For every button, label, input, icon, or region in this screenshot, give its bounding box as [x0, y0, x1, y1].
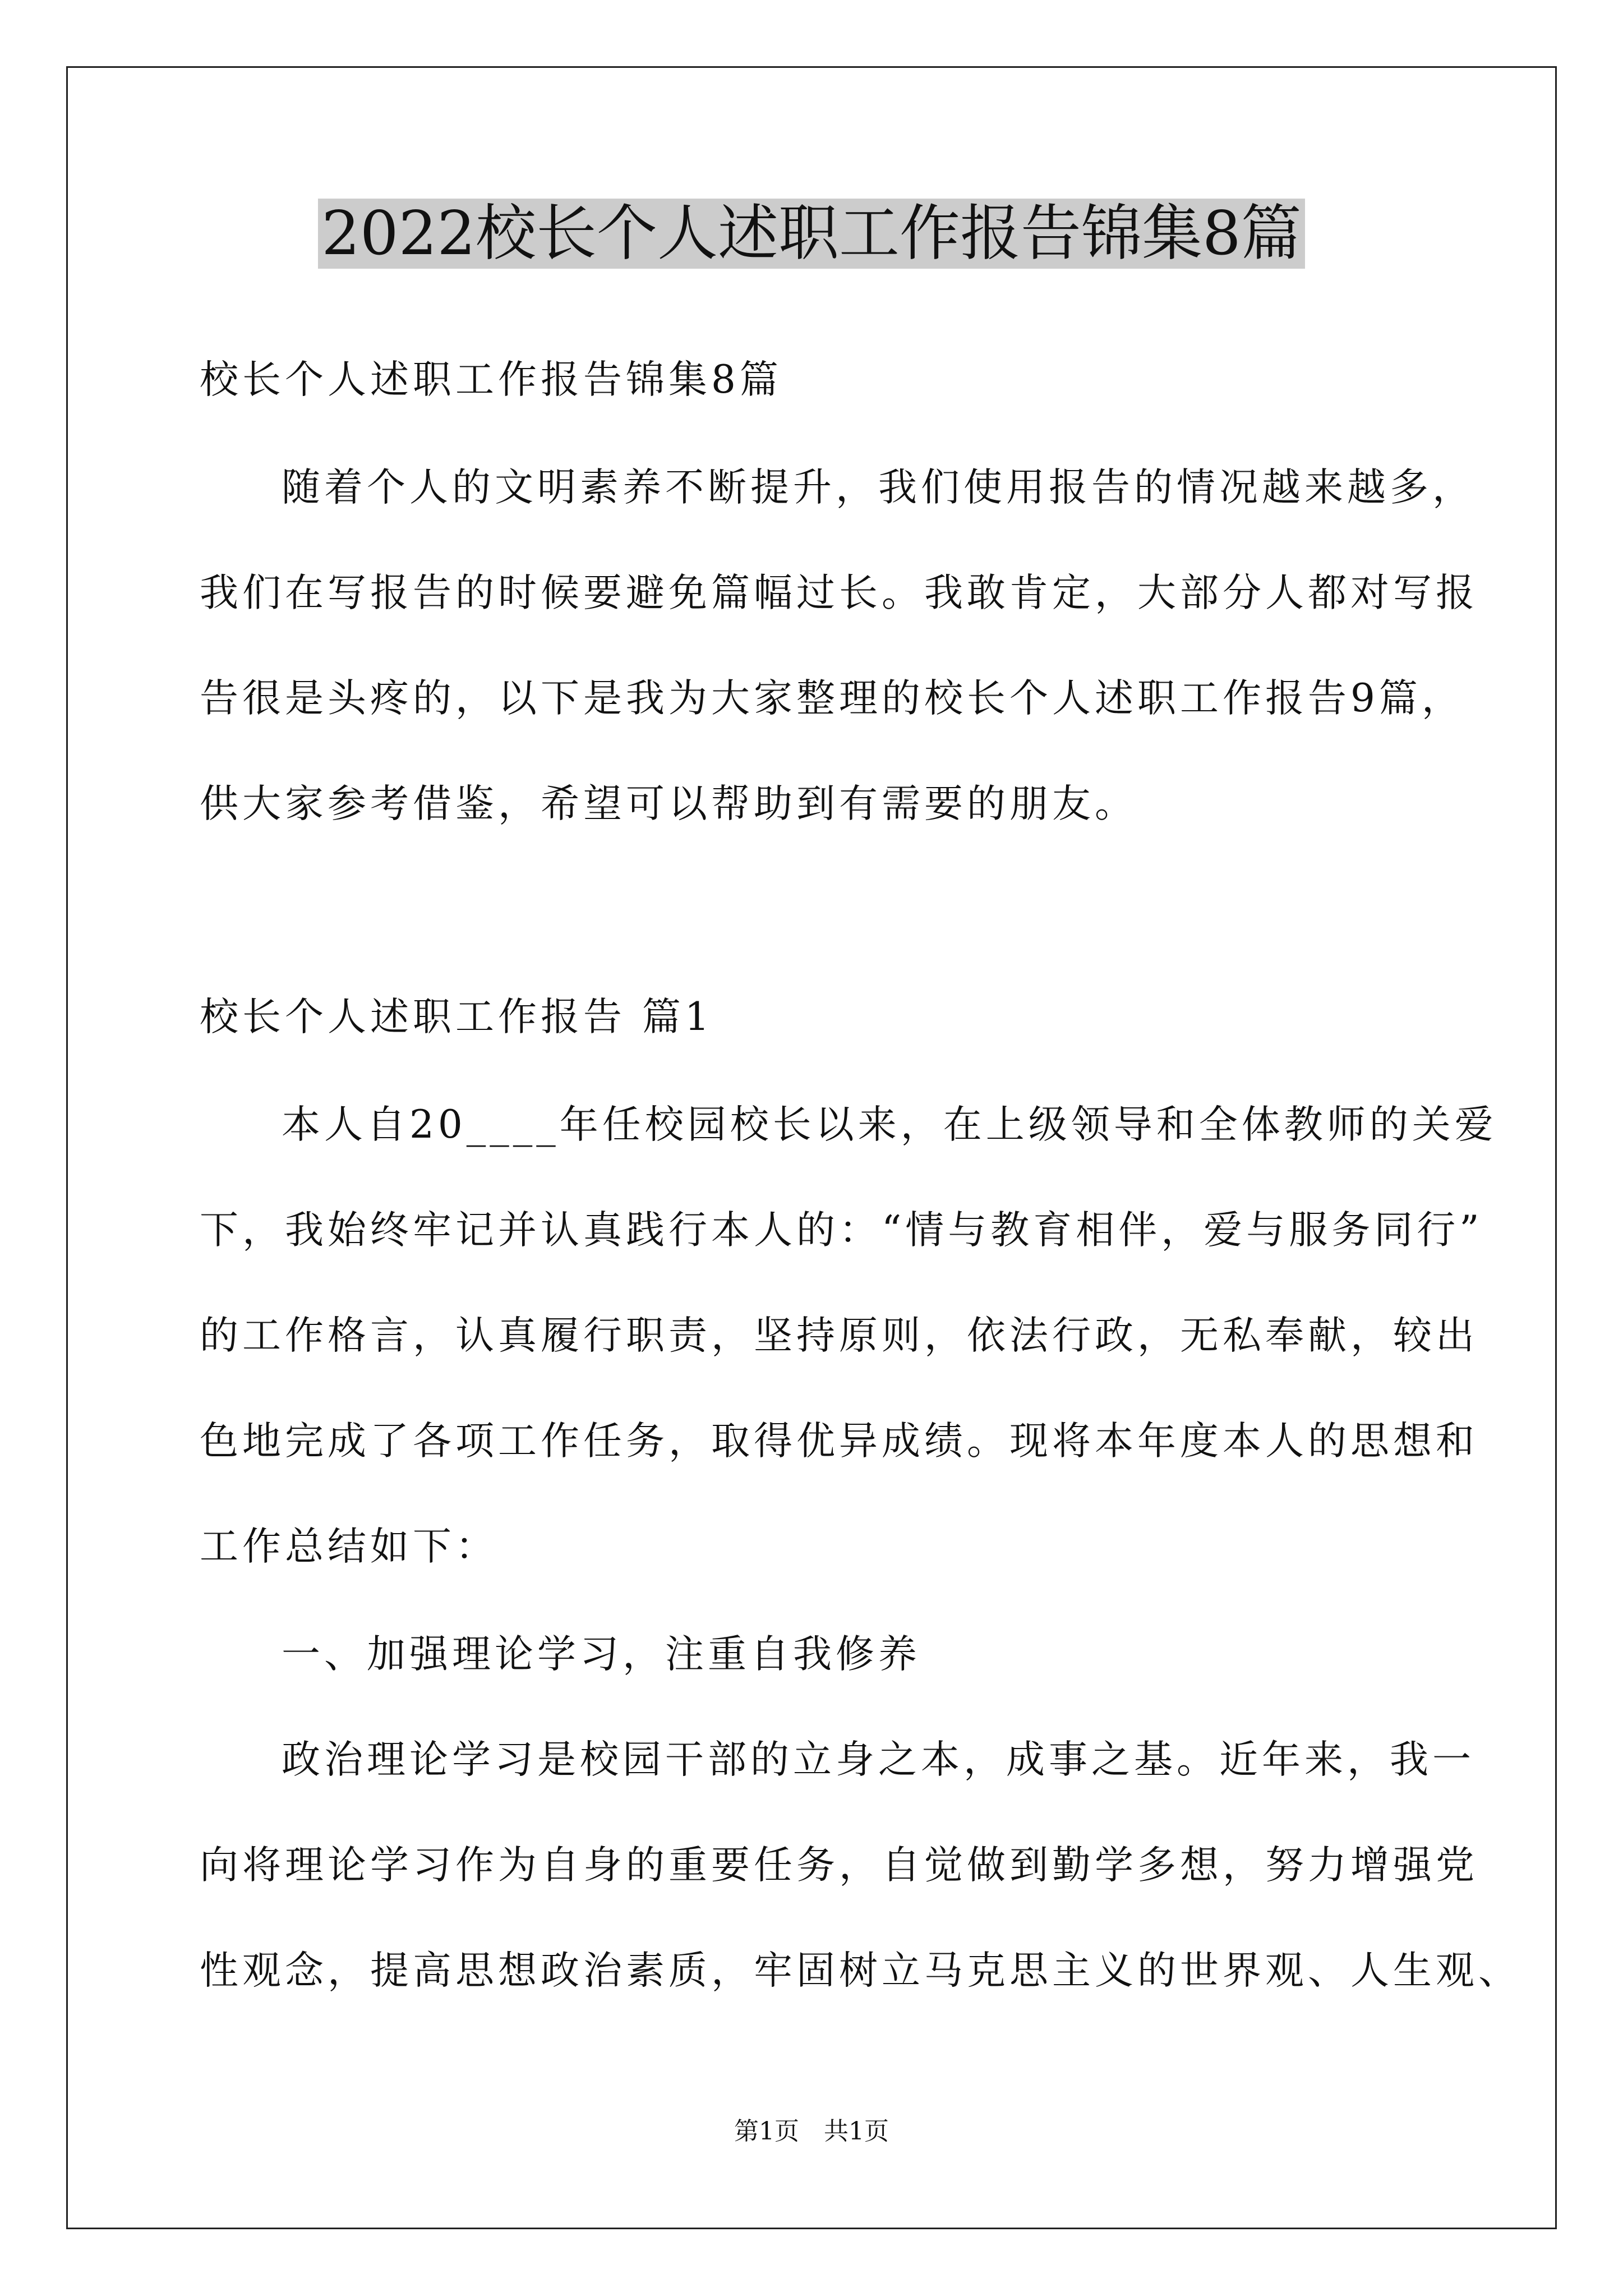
section-heading: 校长个人述职工作报告 篇1 [200, 995, 713, 1039]
subheading: 一、加强理论学习，注重自我修养 [282, 1632, 921, 1677]
intro-line-2: 我们在写报告的时候要避免篇幅过长。我敢肯定，大部分人都对写报 [200, 570, 1478, 615]
intro-line-4: 供大家参考借鉴，希望可以帮助到有需要的朋友。 [200, 781, 1137, 826]
para1-line-2: 下，我始终牢记并认真践行本人的：“情与教育相伴，爱与服务同行” [200, 1208, 1483, 1253]
para1-line-5: 工作总结如下： [200, 1524, 498, 1569]
para2-line-2: 向将理论学习作为自身的重要任务，自觉做到勤学多想，努力增强党 [200, 1843, 1478, 1888]
document-subtitle: 校长个人述职工作报告锦集8篇 [200, 357, 782, 402]
para1-line-1: 本人自20____年任校园校长以来，在上级领导和全体教师的关爱 [282, 1102, 1497, 1147]
intro-line-3: 告很是头疼的，以下是我为大家整理的校长个人述职工作报告9篇， [200, 676, 1464, 721]
para1-line-3: 的工作格言，认真履行职责，坚持原则，依法行政，无私奉献，较出 [200, 1313, 1478, 1358]
para1-line-4: 色地完成了各项工作任务，取得优异成绩。现将本年度本人的思想和 [200, 1419, 1478, 1464]
intro-line-1: 随着个人的文明素养不断提升，我们使用报告的情况越来越多， [282, 465, 1475, 510]
para2-line-1: 政治理论学习是校园干部的立身之本，成事之基。近年来，我一 [282, 1737, 1475, 1782]
page-footer: 第1页 共1页 [734, 2117, 889, 2146]
para2-line-3: 性观念，提高思想政治素质，牢固树立马克思主义的世界观、人生观、 [200, 1948, 1521, 1993]
document-title: 2022校长个人述职工作报告锦集8篇 [0, 197, 1623, 270]
